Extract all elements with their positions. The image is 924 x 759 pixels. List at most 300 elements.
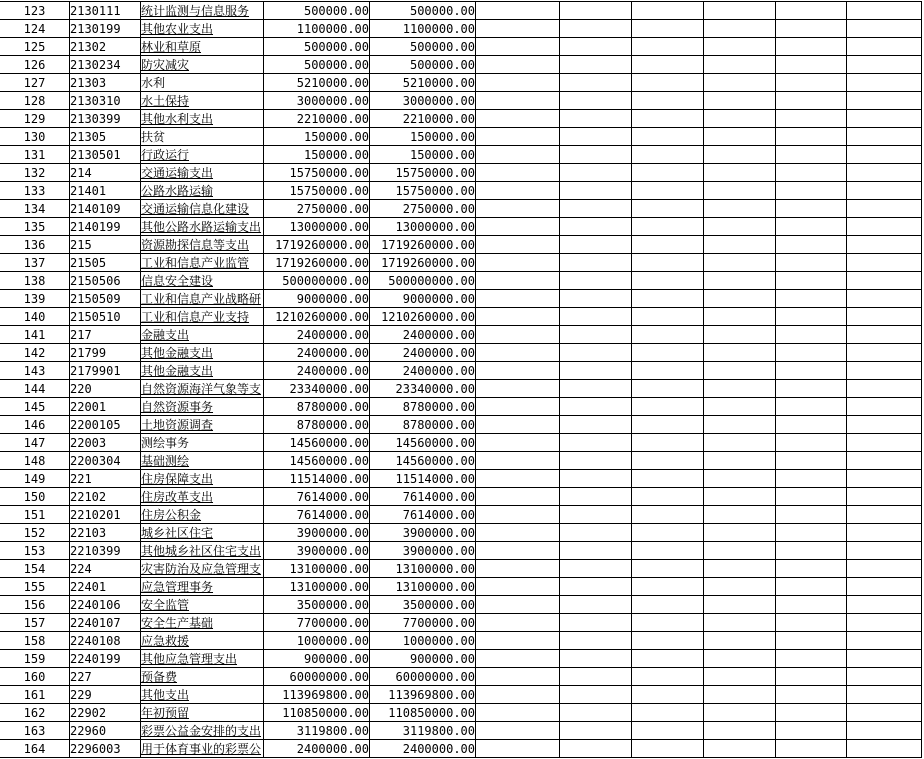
cell-empty[interactable] bbox=[776, 20, 847, 38]
cell-amount-2[interactable] bbox=[370, 218, 476, 236]
cell-amount-1[interactable] bbox=[264, 578, 370, 596]
cell-empty[interactable] bbox=[476, 632, 560, 650]
cell-item-description[interactable] bbox=[141, 254, 264, 272]
cell-empty[interactable] bbox=[704, 524, 776, 542]
cell-empty[interactable] bbox=[476, 704, 560, 722]
cell-empty[interactable] bbox=[847, 668, 922, 686]
cell-empty[interactable] bbox=[847, 722, 922, 740]
cell-empty[interactable] bbox=[632, 524, 704, 542]
cell-empty[interactable] bbox=[776, 362, 847, 380]
cell-empty[interactable] bbox=[476, 488, 560, 506]
cell-row-number[interactable] bbox=[0, 596, 70, 614]
cell-amount-1[interactable] bbox=[264, 722, 370, 740]
cell-empty[interactable] bbox=[560, 416, 632, 434]
cell-empty[interactable] bbox=[776, 380, 847, 398]
cell-amount-2[interactable] bbox=[370, 362, 476, 380]
cell-empty[interactable] bbox=[704, 542, 776, 560]
cell-item-description[interactable] bbox=[141, 56, 264, 74]
cell-row-number[interactable] bbox=[0, 290, 70, 308]
cell-empty[interactable] bbox=[704, 290, 776, 308]
cell-amount-1[interactable] bbox=[264, 452, 370, 470]
cell-row-number[interactable] bbox=[0, 326, 70, 344]
cell-empty[interactable] bbox=[560, 128, 632, 146]
cell-amount-1[interactable] bbox=[264, 74, 370, 92]
cell-amount-2[interactable] bbox=[370, 632, 476, 650]
cell-empty[interactable] bbox=[776, 740, 847, 758]
cell-amount-1[interactable] bbox=[264, 128, 370, 146]
cell-amount-2[interactable] bbox=[370, 380, 476, 398]
cell-amount-2[interactable] bbox=[370, 398, 476, 416]
cell-empty[interactable] bbox=[704, 308, 776, 326]
cell-empty[interactable] bbox=[632, 110, 704, 128]
cell-empty[interactable] bbox=[776, 56, 847, 74]
cell-amount-2[interactable] bbox=[370, 470, 476, 488]
cell-row-number[interactable] bbox=[0, 254, 70, 272]
cell-empty[interactable] bbox=[560, 452, 632, 470]
cell-empty[interactable] bbox=[632, 470, 704, 488]
cell-empty[interactable] bbox=[704, 254, 776, 272]
cell-amount-1[interactable] bbox=[264, 362, 370, 380]
cell-empty[interactable] bbox=[704, 470, 776, 488]
cell-empty[interactable] bbox=[632, 20, 704, 38]
cell-empty[interactable] bbox=[476, 92, 560, 110]
cell-empty[interactable] bbox=[560, 398, 632, 416]
cell-row-number[interactable] bbox=[0, 488, 70, 506]
cell-budget-code[interactable] bbox=[70, 398, 141, 416]
cell-amount-2[interactable] bbox=[370, 434, 476, 452]
cell-empty[interactable] bbox=[632, 542, 704, 560]
cell-amount-2[interactable] bbox=[370, 596, 476, 614]
cell-budget-code[interactable] bbox=[70, 254, 141, 272]
cell-empty[interactable] bbox=[847, 290, 922, 308]
cell-empty[interactable] bbox=[847, 488, 922, 506]
cell-amount-1[interactable] bbox=[264, 308, 370, 326]
cell-empty[interactable] bbox=[560, 362, 632, 380]
cell-budget-code[interactable] bbox=[70, 38, 141, 56]
cell-amount-1[interactable] bbox=[264, 200, 370, 218]
cell-amount-1[interactable] bbox=[264, 650, 370, 668]
cell-amount-1[interactable] bbox=[264, 146, 370, 164]
cell-amount-1[interactable] bbox=[264, 632, 370, 650]
cell-empty[interactable] bbox=[632, 128, 704, 146]
cell-empty[interactable] bbox=[476, 128, 560, 146]
cell-amount-2[interactable] bbox=[370, 668, 476, 686]
cell-empty[interactable] bbox=[776, 704, 847, 722]
cell-empty[interactable] bbox=[476, 614, 560, 632]
cell-empty[interactable] bbox=[560, 20, 632, 38]
cell-amount-2[interactable] bbox=[370, 452, 476, 470]
cell-row-number[interactable] bbox=[0, 416, 70, 434]
cell-row-number[interactable] bbox=[0, 218, 70, 236]
cell-empty[interactable] bbox=[476, 164, 560, 182]
cell-amount-2[interactable] bbox=[370, 200, 476, 218]
cell-empty[interactable] bbox=[560, 2, 632, 20]
cell-empty[interactable] bbox=[560, 704, 632, 722]
cell-empty[interactable] bbox=[632, 704, 704, 722]
cell-empty[interactable] bbox=[476, 560, 560, 578]
cell-row-number[interactable] bbox=[0, 740, 70, 758]
cell-empty[interactable] bbox=[632, 326, 704, 344]
cell-empty[interactable] bbox=[560, 272, 632, 290]
cell-empty[interactable] bbox=[560, 650, 632, 668]
cell-empty[interactable] bbox=[847, 740, 922, 758]
cell-empty[interactable] bbox=[632, 506, 704, 524]
cell-amount-2[interactable] bbox=[370, 614, 476, 632]
cell-row-number[interactable] bbox=[0, 200, 70, 218]
cell-item-description[interactable] bbox=[141, 614, 264, 632]
cell-empty[interactable] bbox=[704, 218, 776, 236]
cell-empty[interactable] bbox=[847, 470, 922, 488]
cell-empty[interactable] bbox=[476, 110, 560, 128]
cell-amount-2[interactable] bbox=[370, 722, 476, 740]
cell-amount-1[interactable] bbox=[264, 344, 370, 362]
cell-empty[interactable] bbox=[632, 92, 704, 110]
cell-empty[interactable] bbox=[632, 578, 704, 596]
cell-amount-1[interactable] bbox=[264, 164, 370, 182]
cell-empty[interactable] bbox=[704, 146, 776, 164]
cell-empty[interactable] bbox=[704, 596, 776, 614]
cell-amount-2[interactable] bbox=[370, 650, 476, 668]
cell-empty[interactable] bbox=[560, 38, 632, 56]
cell-empty[interactable] bbox=[560, 164, 632, 182]
cell-empty[interactable] bbox=[632, 38, 704, 56]
cell-item-description[interactable] bbox=[141, 362, 264, 380]
cell-empty[interactable] bbox=[476, 506, 560, 524]
cell-row-number[interactable] bbox=[0, 344, 70, 362]
cell-budget-code[interactable] bbox=[70, 110, 141, 128]
cell-empty[interactable] bbox=[476, 200, 560, 218]
cell-row-number[interactable] bbox=[0, 506, 70, 524]
cell-item-description[interactable] bbox=[141, 200, 264, 218]
cell-empty[interactable] bbox=[476, 146, 560, 164]
cell-empty[interactable] bbox=[476, 38, 560, 56]
cell-empty[interactable] bbox=[632, 56, 704, 74]
cell-empty[interactable] bbox=[476, 236, 560, 254]
cell-amount-2[interactable] bbox=[370, 290, 476, 308]
cell-empty[interactable] bbox=[476, 344, 560, 362]
cell-empty[interactable] bbox=[476, 650, 560, 668]
cell-item-description[interactable] bbox=[141, 722, 264, 740]
cell-item-description[interactable] bbox=[141, 686, 264, 704]
cell-empty[interactable] bbox=[632, 200, 704, 218]
cell-empty[interactable] bbox=[704, 272, 776, 290]
cell-amount-1[interactable] bbox=[264, 110, 370, 128]
cell-item-description[interactable] bbox=[141, 344, 264, 362]
cell-empty[interactable] bbox=[632, 650, 704, 668]
cell-row-number[interactable] bbox=[0, 452, 70, 470]
cell-budget-code[interactable] bbox=[70, 470, 141, 488]
cell-empty[interactable] bbox=[560, 344, 632, 362]
cell-empty[interactable] bbox=[704, 704, 776, 722]
cell-amount-1[interactable] bbox=[264, 254, 370, 272]
cell-empty[interactable] bbox=[704, 326, 776, 344]
cell-amount-2[interactable] bbox=[370, 110, 476, 128]
cell-empty[interactable] bbox=[632, 488, 704, 506]
cell-amount-2[interactable] bbox=[370, 308, 476, 326]
cell-empty[interactable] bbox=[776, 560, 847, 578]
cell-empty[interactable] bbox=[847, 506, 922, 524]
cell-empty[interactable] bbox=[476, 2, 560, 20]
cell-empty[interactable] bbox=[476, 722, 560, 740]
cell-empty[interactable] bbox=[847, 20, 922, 38]
cell-empty[interactable] bbox=[704, 686, 776, 704]
cell-amount-2[interactable] bbox=[370, 164, 476, 182]
cell-empty[interactable] bbox=[560, 488, 632, 506]
cell-row-number[interactable] bbox=[0, 686, 70, 704]
cell-empty[interactable] bbox=[560, 200, 632, 218]
cell-item-description[interactable] bbox=[141, 488, 264, 506]
cell-empty[interactable] bbox=[847, 92, 922, 110]
cell-empty[interactable] bbox=[560, 578, 632, 596]
cell-budget-code[interactable] bbox=[70, 146, 141, 164]
cell-item-description[interactable] bbox=[141, 506, 264, 524]
cell-item-description[interactable] bbox=[141, 470, 264, 488]
cell-budget-code[interactable] bbox=[70, 452, 141, 470]
cell-empty[interactable] bbox=[560, 290, 632, 308]
cell-empty[interactable] bbox=[776, 200, 847, 218]
cell-empty[interactable] bbox=[847, 578, 922, 596]
cell-empty[interactable] bbox=[704, 506, 776, 524]
cell-budget-code[interactable] bbox=[70, 488, 141, 506]
cell-empty[interactable] bbox=[476, 380, 560, 398]
cell-item-description[interactable] bbox=[141, 74, 264, 92]
cell-empty[interactable] bbox=[560, 236, 632, 254]
cell-row-number[interactable] bbox=[0, 668, 70, 686]
cell-empty[interactable] bbox=[632, 560, 704, 578]
cell-empty[interactable] bbox=[476, 470, 560, 488]
cell-budget-code[interactable] bbox=[70, 218, 141, 236]
cell-budget-code[interactable] bbox=[70, 290, 141, 308]
cell-budget-code[interactable] bbox=[70, 632, 141, 650]
cell-empty[interactable] bbox=[560, 74, 632, 92]
cell-amount-2[interactable] bbox=[370, 128, 476, 146]
cell-amount-1[interactable] bbox=[264, 56, 370, 74]
cell-row-number[interactable] bbox=[0, 38, 70, 56]
cell-empty[interactable] bbox=[847, 632, 922, 650]
cell-empty[interactable] bbox=[847, 434, 922, 452]
cell-empty[interactable] bbox=[704, 614, 776, 632]
cell-row-number[interactable] bbox=[0, 578, 70, 596]
cell-empty[interactable] bbox=[560, 614, 632, 632]
cell-empty[interactable] bbox=[704, 200, 776, 218]
cell-budget-code[interactable] bbox=[70, 128, 141, 146]
cell-empty[interactable] bbox=[776, 632, 847, 650]
cell-amount-1[interactable] bbox=[264, 506, 370, 524]
cell-amount-2[interactable] bbox=[370, 74, 476, 92]
cell-empty[interactable] bbox=[847, 2, 922, 20]
cell-amount-1[interactable] bbox=[264, 542, 370, 560]
cell-empty[interactable] bbox=[847, 614, 922, 632]
cell-budget-code[interactable] bbox=[70, 434, 141, 452]
cell-empty[interactable] bbox=[776, 578, 847, 596]
cell-empty[interactable] bbox=[476, 416, 560, 434]
cell-empty[interactable] bbox=[704, 182, 776, 200]
cell-empty[interactable] bbox=[632, 380, 704, 398]
cell-empty[interactable] bbox=[776, 2, 847, 20]
cell-empty[interactable] bbox=[560, 722, 632, 740]
cell-amount-2[interactable] bbox=[370, 254, 476, 272]
cell-empty[interactable] bbox=[847, 650, 922, 668]
cell-empty[interactable] bbox=[776, 722, 847, 740]
cell-empty[interactable] bbox=[847, 416, 922, 434]
cell-row-number[interactable] bbox=[0, 20, 70, 38]
cell-empty[interactable] bbox=[776, 344, 847, 362]
cell-empty[interactable] bbox=[847, 56, 922, 74]
cell-budget-code[interactable] bbox=[70, 164, 141, 182]
cell-empty[interactable] bbox=[847, 200, 922, 218]
cell-empty[interactable] bbox=[847, 596, 922, 614]
cell-empty[interactable] bbox=[560, 308, 632, 326]
cell-amount-1[interactable] bbox=[264, 596, 370, 614]
cell-amount-1[interactable] bbox=[264, 524, 370, 542]
cell-row-number[interactable] bbox=[0, 92, 70, 110]
cell-empty[interactable] bbox=[776, 218, 847, 236]
cell-empty[interactable] bbox=[632, 272, 704, 290]
cell-budget-code[interactable] bbox=[70, 2, 141, 20]
cell-empty[interactable] bbox=[847, 254, 922, 272]
cell-item-description[interactable] bbox=[141, 290, 264, 308]
cell-amount-2[interactable] bbox=[370, 146, 476, 164]
cell-empty[interactable] bbox=[847, 164, 922, 182]
cell-budget-code[interactable] bbox=[70, 20, 141, 38]
cell-amount-2[interactable] bbox=[370, 704, 476, 722]
cell-budget-code[interactable] bbox=[70, 722, 141, 740]
cell-empty[interactable] bbox=[776, 164, 847, 182]
cell-budget-code[interactable] bbox=[70, 182, 141, 200]
cell-item-description[interactable] bbox=[141, 146, 264, 164]
cell-empty[interactable] bbox=[632, 218, 704, 236]
cell-empty[interactable] bbox=[847, 344, 922, 362]
cell-empty[interactable] bbox=[560, 182, 632, 200]
cell-empty[interactable] bbox=[704, 488, 776, 506]
cell-amount-2[interactable] bbox=[370, 2, 476, 20]
cell-empty[interactable] bbox=[560, 92, 632, 110]
cell-amount-1[interactable] bbox=[264, 20, 370, 38]
cell-empty[interactable] bbox=[776, 470, 847, 488]
cell-amount-1[interactable] bbox=[264, 218, 370, 236]
cell-empty[interactable] bbox=[704, 632, 776, 650]
cell-empty[interactable] bbox=[847, 542, 922, 560]
cell-empty[interactable] bbox=[776, 452, 847, 470]
cell-empty[interactable] bbox=[476, 182, 560, 200]
cell-empty[interactable] bbox=[476, 20, 560, 38]
cell-amount-2[interactable] bbox=[370, 20, 476, 38]
cell-amount-2[interactable] bbox=[370, 542, 476, 560]
cell-amount-1[interactable] bbox=[264, 38, 370, 56]
cell-empty[interactable] bbox=[560, 326, 632, 344]
cell-empty[interactable] bbox=[632, 236, 704, 254]
cell-amount-2[interactable] bbox=[370, 326, 476, 344]
cell-budget-code[interactable] bbox=[70, 686, 141, 704]
cell-empty[interactable] bbox=[632, 686, 704, 704]
cell-empty[interactable] bbox=[632, 398, 704, 416]
cell-empty[interactable] bbox=[632, 362, 704, 380]
cell-row-number[interactable] bbox=[0, 272, 70, 290]
cell-item-description[interactable] bbox=[141, 92, 264, 110]
cell-empty[interactable] bbox=[776, 254, 847, 272]
cell-empty[interactable] bbox=[776, 92, 847, 110]
cell-empty[interactable] bbox=[704, 398, 776, 416]
cell-item-description[interactable] bbox=[141, 38, 264, 56]
cell-item-description[interactable] bbox=[141, 578, 264, 596]
cell-budget-code[interactable] bbox=[70, 326, 141, 344]
cell-budget-code[interactable] bbox=[70, 344, 141, 362]
cell-empty[interactable] bbox=[776, 542, 847, 560]
cell-amount-1[interactable] bbox=[264, 380, 370, 398]
cell-empty[interactable] bbox=[632, 308, 704, 326]
cell-row-number[interactable] bbox=[0, 650, 70, 668]
cell-empty[interactable] bbox=[776, 74, 847, 92]
cell-empty[interactable] bbox=[847, 236, 922, 254]
cell-row-number[interactable] bbox=[0, 362, 70, 380]
cell-row-number[interactable] bbox=[0, 74, 70, 92]
cell-item-description[interactable] bbox=[141, 380, 264, 398]
cell-amount-2[interactable] bbox=[370, 92, 476, 110]
cell-empty[interactable] bbox=[560, 434, 632, 452]
cell-budget-code[interactable] bbox=[70, 416, 141, 434]
cell-empty[interactable] bbox=[776, 236, 847, 254]
cell-empty[interactable] bbox=[476, 56, 560, 74]
cell-amount-1[interactable] bbox=[264, 2, 370, 20]
cell-empty[interactable] bbox=[476, 524, 560, 542]
cell-empty[interactable] bbox=[476, 272, 560, 290]
cell-empty[interactable] bbox=[776, 290, 847, 308]
cell-empty[interactable] bbox=[632, 146, 704, 164]
cell-row-number[interactable] bbox=[0, 182, 70, 200]
cell-budget-code[interactable] bbox=[70, 380, 141, 398]
cell-empty[interactable] bbox=[704, 92, 776, 110]
cell-empty[interactable] bbox=[776, 128, 847, 146]
cell-empty[interactable] bbox=[476, 578, 560, 596]
cell-empty[interactable] bbox=[632, 2, 704, 20]
cell-empty[interactable] bbox=[560, 524, 632, 542]
cell-amount-2[interactable] bbox=[370, 578, 476, 596]
cell-empty[interactable] bbox=[476, 434, 560, 452]
cell-empty[interactable] bbox=[632, 416, 704, 434]
cell-amount-2[interactable] bbox=[370, 488, 476, 506]
cell-empty[interactable] bbox=[632, 434, 704, 452]
cell-item-description[interactable] bbox=[141, 128, 264, 146]
cell-empty[interactable] bbox=[560, 218, 632, 236]
cell-amount-1[interactable] bbox=[264, 326, 370, 344]
cell-amount-2[interactable] bbox=[370, 272, 476, 290]
cell-row-number[interactable] bbox=[0, 470, 70, 488]
cell-empty[interactable] bbox=[847, 326, 922, 344]
cell-item-description[interactable] bbox=[141, 20, 264, 38]
cell-budget-code[interactable] bbox=[70, 236, 141, 254]
cell-empty[interactable] bbox=[776, 488, 847, 506]
cell-row-number[interactable] bbox=[0, 398, 70, 416]
cell-amount-1[interactable] bbox=[264, 398, 370, 416]
cell-empty[interactable] bbox=[847, 362, 922, 380]
cell-item-description[interactable] bbox=[141, 668, 264, 686]
cell-empty[interactable] bbox=[476, 254, 560, 272]
cell-budget-code[interactable] bbox=[70, 578, 141, 596]
cell-budget-code[interactable] bbox=[70, 74, 141, 92]
cell-empty[interactable] bbox=[476, 362, 560, 380]
cell-amount-1[interactable] bbox=[264, 182, 370, 200]
cell-budget-code[interactable] bbox=[70, 56, 141, 74]
cell-item-description[interactable] bbox=[141, 560, 264, 578]
cell-row-number[interactable] bbox=[0, 560, 70, 578]
cell-empty[interactable] bbox=[704, 38, 776, 56]
cell-empty[interactable] bbox=[560, 632, 632, 650]
cell-empty[interactable] bbox=[632, 614, 704, 632]
cell-empty[interactable] bbox=[632, 344, 704, 362]
cell-empty[interactable] bbox=[632, 164, 704, 182]
cell-empty[interactable] bbox=[560, 668, 632, 686]
cell-amount-2[interactable] bbox=[370, 182, 476, 200]
